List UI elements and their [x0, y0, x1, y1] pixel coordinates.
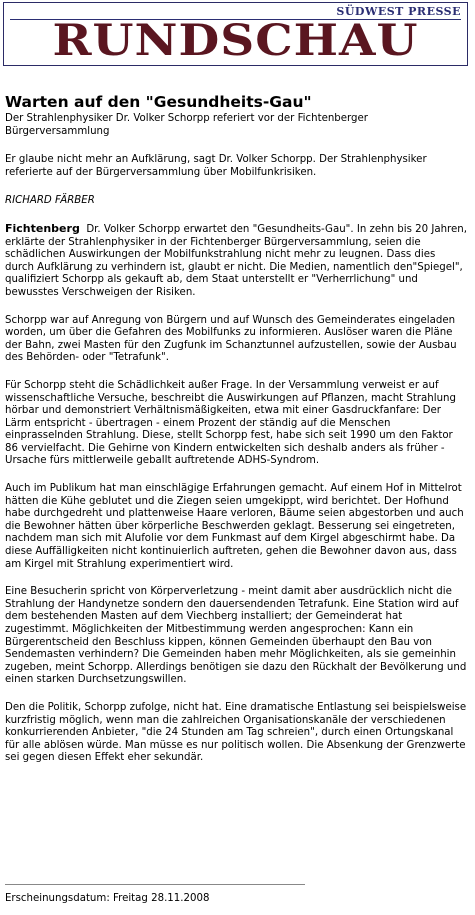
publication-date: Erscheinungsdatum: Freitag 28.11.2008 — [5, 893, 210, 904]
article-paragraph-3: Für Schorpp steht die Schädlichkeit außer Frage. In der Versammlung verweist er auf wissenschaftliche Versuche, beschreibt die Auswirkungen auf Pflanzen, macht Strahlung hörbar und demonstriert Verhältnismäßigkeiten, etwa mit einer Gasdruckfanfare: Der Lärm entspricht - übertragen - einem Prozent der ständig auf die Menschen einprasselnden Strahlung. Diese, stellt Schorpp fest, habe sich seit 1990 um den Faktor 86 vervielfacht. Die Gehirne von Kindern entwickelten sich deshalb anders als früher - Ursache fürs mittlerweile geballt auftretende ADHS-Syndrom. — [5, 379, 456, 467]
article-paragraph-4: Auch im Publikum hat man einschlägige Erfahrungen gemacht. Auf einem Hof in Mittelrot hätten die Kühe geblutet und die Ziegen seien umgekippt, wird berichtet. Der Hofhund habe durchgedreht und plattenweise Haare verloren, Bäume seien abgestorben und auch die Bewohner hätten über körperliche Beschwerden geklagt. Besserung sei eingetreten, nachdem man sich mit Alufolie vor dem Funkmast auf dem Kirgel abgeschirmt habe. Da diese Auffälligkeiten nicht kontinuierlich auftreten, gehen die Bewohner davon aus, dass am Kirgel mit Strahlung experimentiert wird. — [5, 483, 464, 570]
footer-divider — [5, 884, 305, 885]
article-paragraph-1 — [5, 223, 467, 300]
masthead — [3, 2, 468, 66]
paragraph-1-text: Dr. Volker Schorpp erwartet den "Gesundheits-Gau". In zehn bis 20 Jahren, erklärte der Strahlenphysiker in der Fichtenberger Bürgerversammlung, seien die schädlichen Auswirkungen der Mobilfunkstrahlung nicht mehr zu leugnen. Dass dies durch Aufklärung zu verhindern ist, glaubt er nicht. Die Medien, namentlich den"Spiegel", qualifiziert Schorpp als gekauft ab, dem Staat unterstellt er "Verherrlichung" und bewusstes Verschweigen der Risiken. — [5, 223, 467, 298]
newspaper-name: RUNDSCHAU — [52, 15, 419, 66]
article-paragraph-5: Eine Besucherin spricht von Körperverletzung - meint damit aber ausdrücklich nicht die Strahlung der Handynetze sondern den dauersendenden Tetrafunk. Eine Station wird auf dem bestehenden Masten auf dem Viechberg installiert; der Gemeinderat hat zugestimmt. Möglichkeiten der Mitbestimmung werden angesprochen: Kann ein Bürgerentscheid den Beschluss kippen, können Gemeinden überhaupt den Bau von Sendemasten verhindern? Die Gemeinden haben mehr Möglichkeiten, als sie gemeinhin zugeben, meint Schorpp. Allerdings benötigen sie dazu den Rückhalt der Bevölkerung und einen starken Durchsetzungswillen. — [5, 586, 467, 686]
article-author: RICHARD FÄRBER — [5, 195, 95, 207]
dateline: Fichtenberg — [5, 221, 80, 235]
article-paragraph-6: Den die Politik, Schorpp zufolge, nicht hat. Eine dramatische Entlastung sei beispielsweise kurzfristig möglich, wenn man die zahlreichen Organisationskanäle der verschiedenen konkurrierenden Anbieter, "die 24 Stunden am Tag schreien", durch einen Ortungskanal für alle ablösen würde. Man müsse es nur politisch wollen. Die Absenkung der Grenzwerte sei gegen diesen Effekt eher sekundär. — [5, 701, 467, 764]
article — [5, 93, 467, 765]
article-subtitle: Der Strahlenphysiker Dr. Volker Schorpp referiert vor der Fichtenberger Bürgerversammlung — [5, 113, 368, 137]
article-lead: Er glaube nicht mehr an Aufklärung, sagt Dr. Volker Schorpp. Der Strahlenphysiker referierte auf der Bürgerversammlung über Mobilfunkrisiken. — [5, 154, 427, 178]
article-paragraph-2: Schorpp war auf Anregung von Bürgern und auf Wunsch des Gemeinderates eingeladen worden, um über die Gefahren des Mobilfunks zu informieren. Auslöser waren die Pläne der Bahn, zwei Masten für den Zugfunk im Schanztunnel aufzustellen, sowie der Ausbau des Behörden- oder "Tetrafunk". — [5, 314, 457, 364]
publisher-name: SÜDWEST PRESSE — [336, 5, 461, 18]
article-title: Warten auf den "Gesundheits-Gau" — [5, 93, 312, 111]
